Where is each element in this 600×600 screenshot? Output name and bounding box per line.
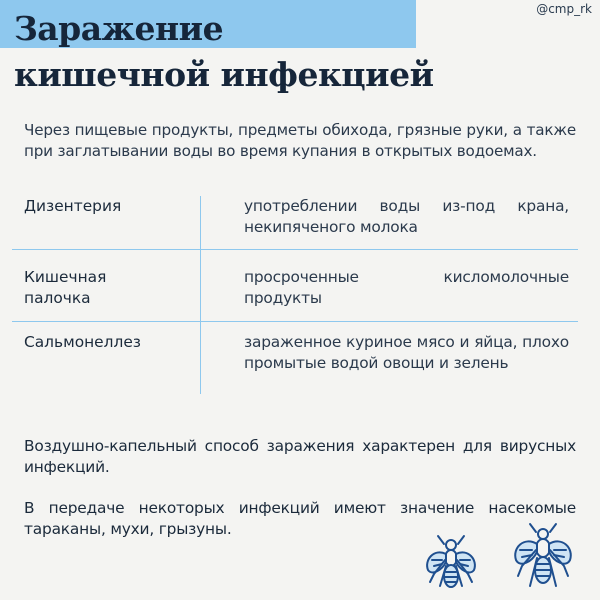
column-divider [200, 322, 201, 394]
insects-paragraph: В передаче некоторых инфекций имеют значение насекомые тараканы, мухи, грызуны. [24, 499, 576, 538]
column-divider [200, 250, 201, 321]
disease-source [244, 267, 569, 309]
airborne-paragraph: Воздушно-капельный способ заражения характерен для вирусных инфекций. [24, 437, 576, 476]
column-divider [200, 196, 201, 249]
disease-source-line-1: просроченные кисломолочные [244, 268, 569, 286]
infection-table [12, 196, 578, 394]
disease-source-line-2: продукты [244, 289, 322, 307]
disease-source: употреблении воды из-под крана, некипяченого молока [244, 197, 569, 236]
title-line-2: кишечной инфекцией [14, 55, 434, 94]
fly-icon [508, 520, 578, 592]
title-line-1: Заражение [14, 9, 224, 48]
fly-icon [420, 530, 482, 592]
disease-name: Кишечная палочка [24, 268, 107, 307]
table-row [12, 322, 578, 394]
disease-name: Дизентерия [24, 197, 122, 215]
table-row [12, 250, 578, 322]
page-title [14, 6, 434, 98]
table-row [12, 196, 578, 250]
disease-source: зараженное куриное мясо и яйца, плохо промытые водой овощи и зелень [244, 333, 569, 372]
author-handle: @cmp_rk [536, 2, 592, 16]
disease-name: Сальмонеллез [24, 333, 141, 351]
intro-text: Через пищевые продукты, предметы обихода, грязные руки, а также при заглатывании воды во время купания в открытых водоемах. [24, 121, 576, 160]
